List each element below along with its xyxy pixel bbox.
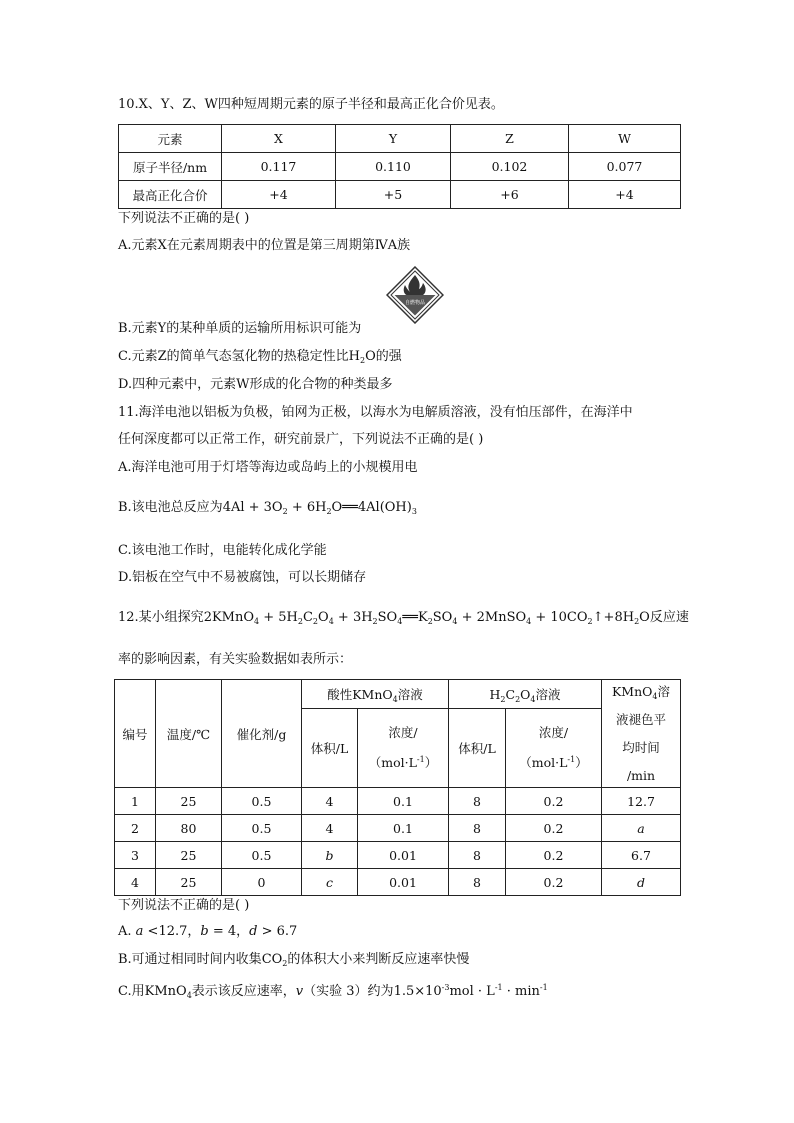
table-cell: 4: [115, 869, 156, 896]
table-cell: 0.5: [222, 788, 302, 815]
q12-prompt: 下列说法不正确的是( ): [118, 898, 250, 913]
table-cell: +5: [336, 181, 451, 209]
table-cell: 25: [156, 869, 222, 896]
table-cell: b: [302, 842, 358, 869]
table-cell: 4: [302, 788, 358, 815]
table-cell: 8: [449, 815, 506, 842]
sign-label: 自燃物品: [404, 300, 426, 306]
table-cell: 2: [115, 815, 156, 842]
q12-option-a: A. a <12.7，b = 4，d > 6.7: [118, 924, 298, 939]
table-cell: 0.2: [506, 788, 602, 815]
table-header-cell: X: [222, 125, 336, 153]
table-row: [115, 842, 681, 869]
flammable-hazard-sign-icon: [386, 266, 444, 324]
table-header-cell: 催化剂/g: [222, 680, 302, 788]
table-cell: +4: [569, 181, 681, 209]
q10-option-a: A.元素X在元素周期表中的位置是第三周期第ⅣA族: [118, 238, 411, 253]
table-cell: 0.1: [358, 788, 449, 815]
table-header-cell: KMnO$_4$溶 液褪色平 均时间 /min: [602, 680, 681, 788]
table-header-cell: Y: [336, 125, 451, 153]
table-cell: 0.01: [358, 869, 449, 896]
table-cell: 0.117: [222, 153, 336, 181]
table-cell: 25: [156, 842, 222, 869]
table-header-cell: 浓度/ $(mol\cdot L^{-1})$: [358, 709, 449, 788]
table-cell: 4: [302, 815, 358, 842]
q12-stem-line2: 率的影响因素，有关实验数据如表所示：: [118, 652, 353, 667]
table-header-cell: 编号: [115, 680, 156, 788]
table-cell: 0: [222, 869, 302, 896]
q12-option-c: C.用KMnO$_4$表示该反应速率，v（实验 3）约为$1.5\times 10^{-3}mol \cdot L^{-1} \cdot \min^{-1}$: [118, 983, 548, 1000]
table-cell: 原子半径/nm: [119, 153, 222, 181]
table-cell: c: [302, 869, 358, 896]
table-cell: 0.110: [336, 153, 451, 181]
table-cell: 0.01: [358, 842, 449, 869]
table-header-row: [115, 680, 681, 709]
table-cell: 0.2: [506, 869, 602, 896]
q11-option-d: D.铝板在空气中不易被腐蚀，可以长期储存: [118, 570, 367, 585]
q10-option-c: C.元素Z的简单气态氢化物的热稳定性比$H_2O$的强: [118, 349, 402, 365]
table-cell: 12.7: [602, 788, 681, 815]
table-row: [119, 181, 681, 209]
table-cell: 0.5: [222, 815, 302, 842]
q10-option-b: B.元素Y的某种单质的运输所用标识可能为: [118, 321, 362, 336]
element-table: [118, 124, 681, 209]
q12-option-b: B.可通过相同时间内收集$CO_2$的体积大小来判断反应速率快慢: [118, 952, 470, 968]
table-cell: a: [602, 815, 681, 842]
table-cell: 0.2: [506, 815, 602, 842]
q11-option-b: B.该电池总反应为$4Al + 3O_2$ + $6H_2O══4Al(OH)_3$: [118, 500, 417, 516]
table-header-cell: 浓度/ $(mol\cdot L^{-1})$: [506, 709, 602, 788]
table-cell: 1: [115, 788, 156, 815]
table-row: [119, 153, 681, 181]
table-cell: 0.5: [222, 842, 302, 869]
table-header-cell: Z: [451, 125, 569, 153]
table-header-cell: 体积/L: [449, 709, 506, 788]
table-cell: 0.102: [451, 153, 569, 181]
table-cell: +4: [222, 181, 336, 209]
q12-stem-line1: 12.某小组探究2KMnO$_4$ + $5H_2C_2O_4$ + $3H_2SO_4══K_2SO_4$ + 2MnSO$_4$ + $10CO_2↑+8H_2O$反应速: [118, 610, 689, 626]
q10-option-d: D.四种元素中，元素W形成的化合物的种类最多: [118, 377, 393, 392]
table-cell: 0.077: [569, 153, 681, 181]
table-cell: 8: [449, 788, 506, 815]
q11-option-c: C.该电池工作时，电能转化成化学能: [118, 543, 327, 558]
table-cell: 最高正化合价: [119, 181, 222, 209]
experiment-table: [114, 679, 681, 896]
q10-stem: 10.X、Y、Z、W四种短周期元素的原子半径和最高正化合价见表。: [118, 97, 504, 112]
table-cell: 8: [449, 842, 506, 869]
table-cell: 0.2: [506, 842, 602, 869]
table-cell: 0.1: [358, 815, 449, 842]
table-cell: d: [602, 869, 681, 896]
q10-prompt: 下列说法不正确的是( ): [118, 211, 250, 226]
table-header-cell: $H_2C_2O_4$溶液: [449, 680, 602, 709]
table-cell: 25: [156, 788, 222, 815]
table-header-cell: 元素: [119, 125, 222, 153]
table-row: [115, 869, 681, 896]
table-row: [119, 125, 681, 153]
table-header-cell: 体积/L: [302, 709, 358, 788]
table-header-cell: 酸性KMnO$_4$溶液: [302, 680, 449, 709]
q11-stem-line1: 11.海洋电池以铝板为负极，铂网为正极，以海水为电解质溶液，没有怕压部件，在海洋中: [118, 405, 633, 420]
table-header-cell: 温度/℃: [156, 680, 222, 788]
q11-option-a: A.海洋电池可用于灯塔等海边或岛屿上的小规模用电: [118, 460, 418, 475]
table-cell: 80: [156, 815, 222, 842]
table-cell: 8: [449, 869, 506, 896]
q11-stem-line2: 任何深度都可以正常工作，研究前景广，下列说法不正确的是( ): [118, 432, 484, 447]
table-cell: +6: [451, 181, 569, 209]
table-cell: 6.7: [602, 842, 681, 869]
table-row: [115, 788, 681, 815]
table-row: [115, 815, 681, 842]
table-cell: 3: [115, 842, 156, 869]
table-header-cell: W: [569, 125, 681, 153]
